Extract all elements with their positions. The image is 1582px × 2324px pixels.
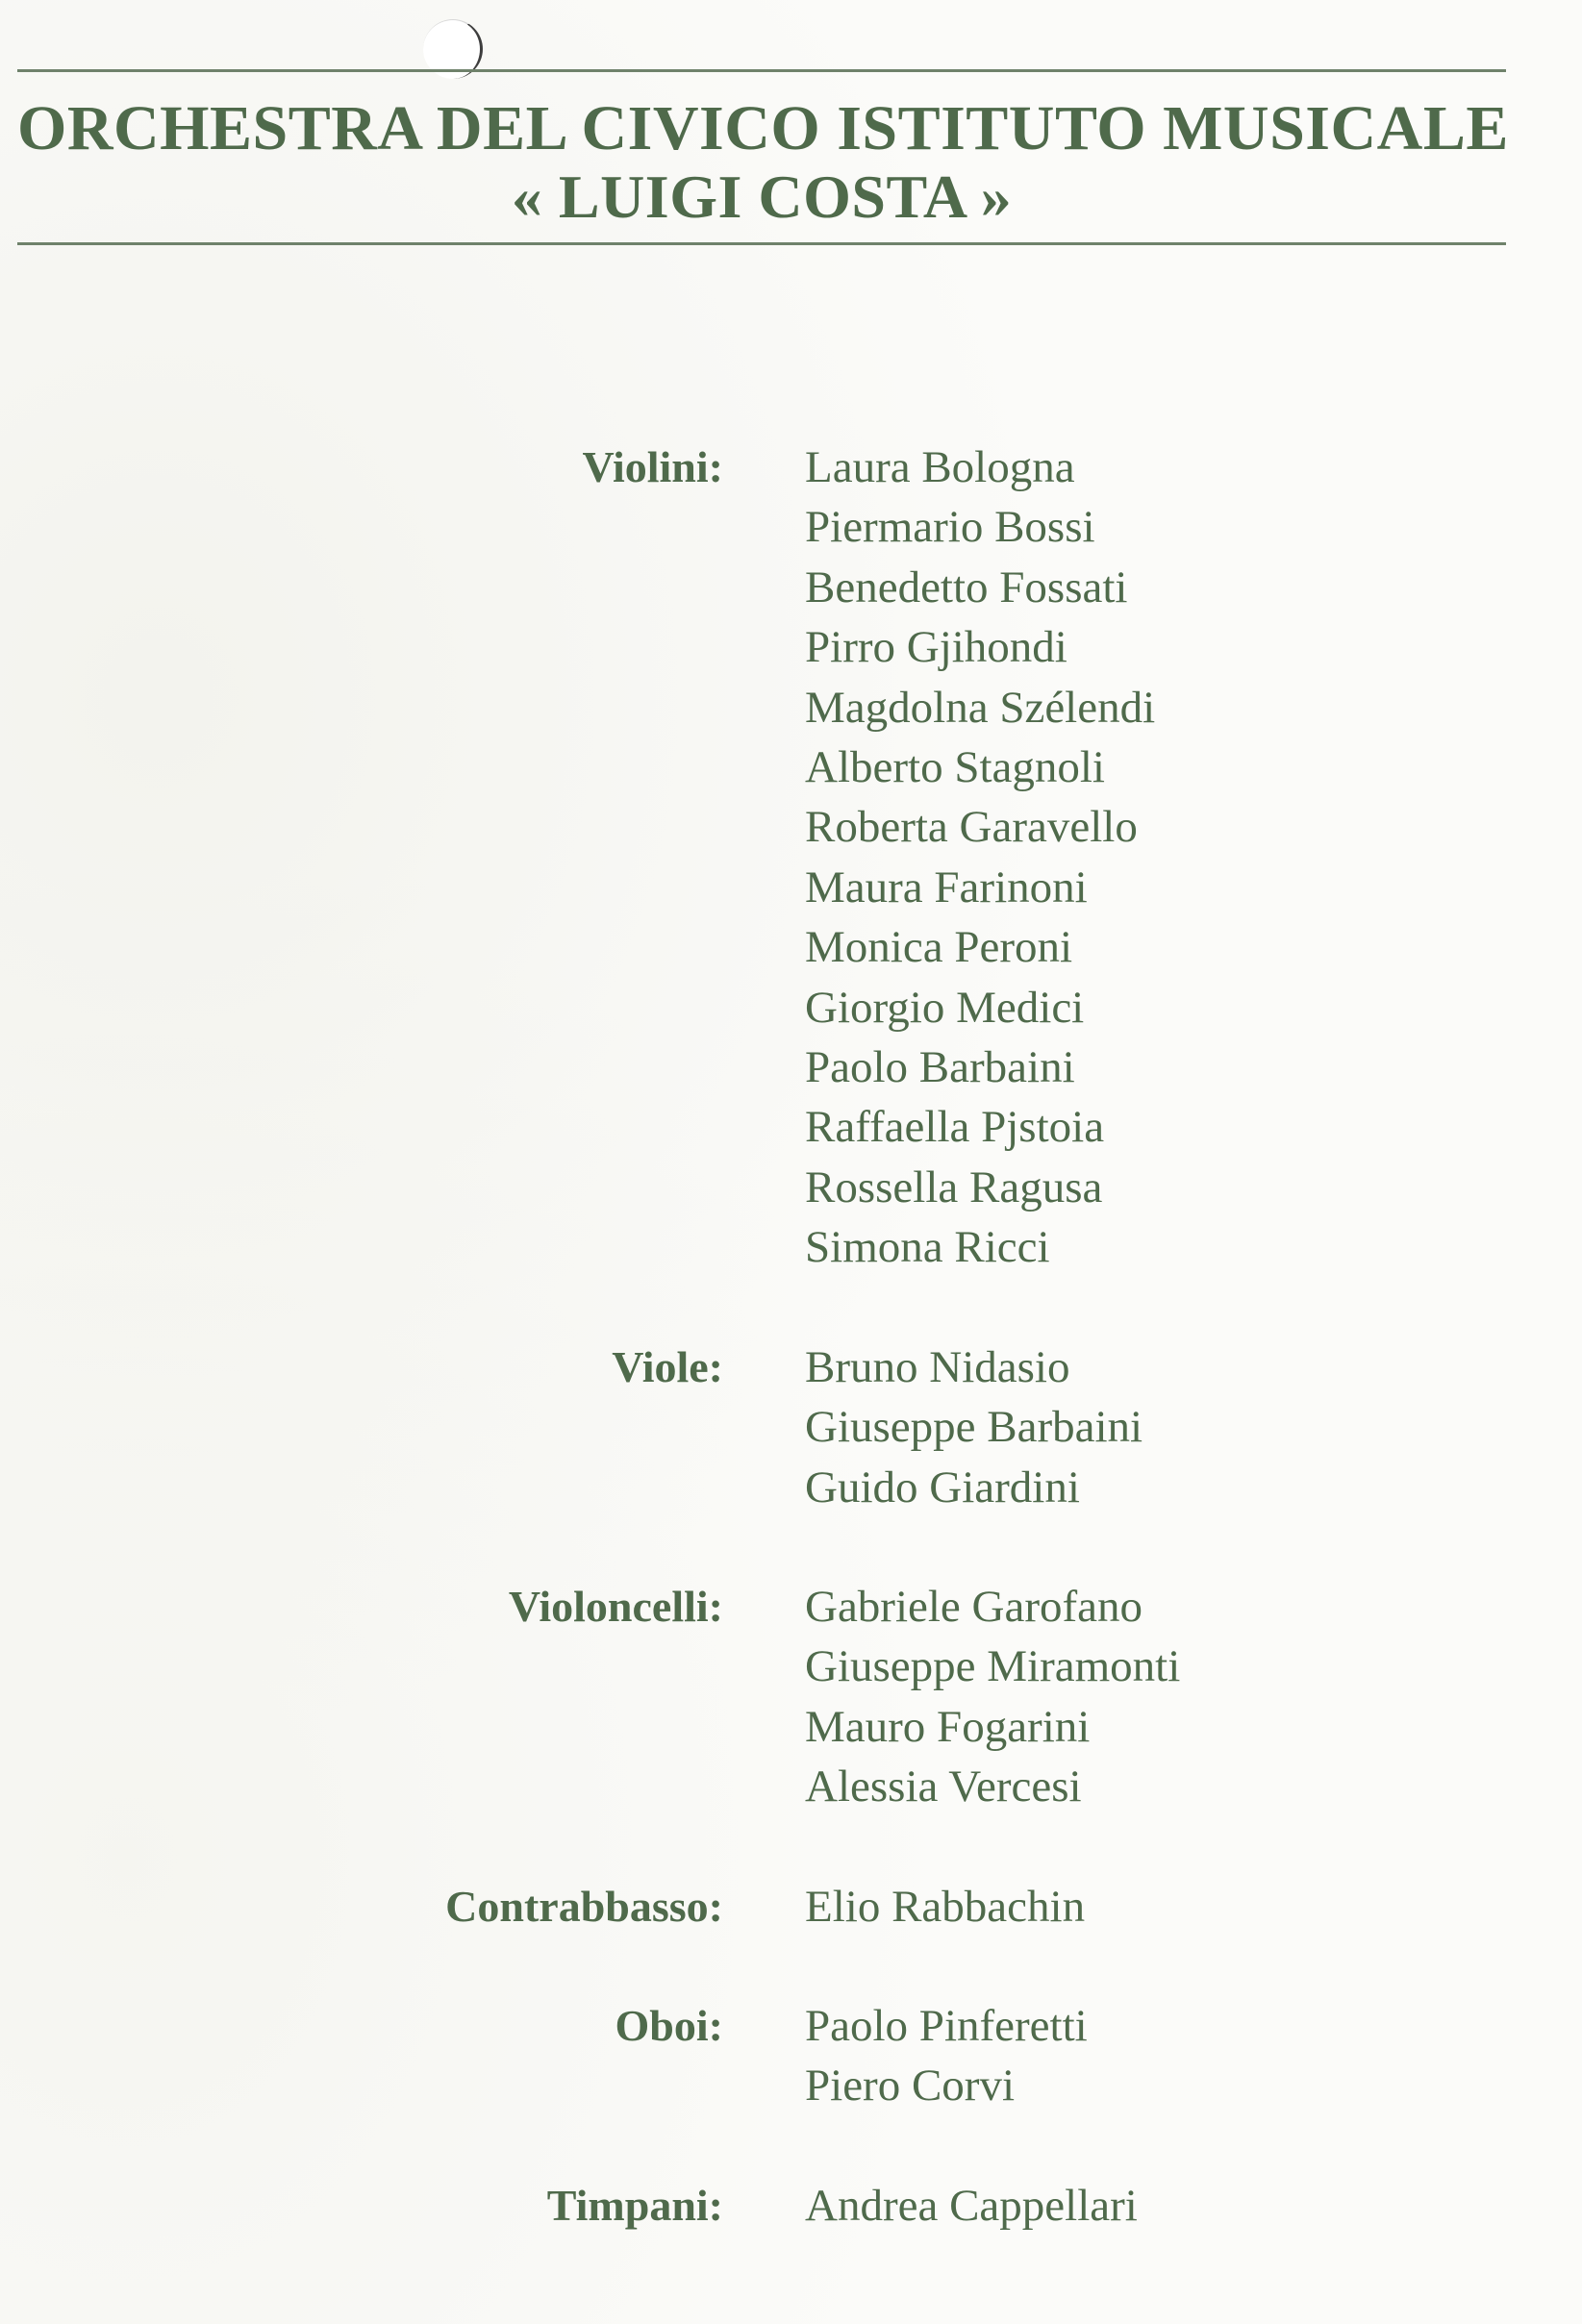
member-name: Giorgio Medici <box>805 982 1085 1033</box>
member-list <box>805 1996 1088 2116</box>
member-list <box>805 1877 1085 1937</box>
member-name: Alberto Stagnoli <box>805 742 1105 793</box>
member-name: Pirro Gjihondi <box>805 622 1067 673</box>
section-label: Viole: <box>612 1341 723 1391</box>
member-name: Mauro Fogarini <box>805 1701 1091 1752</box>
member-name: Benedetto Fossati <box>805 562 1128 612</box>
member-name: Elio Rabbachin <box>805 1881 1086 1932</box>
member-name: Paolo Pinferetti <box>805 2000 1088 2051</box>
member-name: Andrea Cappellari <box>805 2180 1138 2231</box>
member-name: Gabriele Garofano <box>805 1581 1143 1632</box>
section-violini <box>0 437 1582 1278</box>
orchestra-title: ORCHESTRA DEL CIVICO ISTITUTO MUSICALE <box>17 93 1509 163</box>
member-list <box>805 1337 1143 1517</box>
member-name: Guido Giardini <box>805 1462 1080 1512</box>
member-name: Laura Bologna <box>805 442 1075 492</box>
orchestra-subtitle: « LUIGI COSTA » <box>511 162 1013 231</box>
section-label: Violini: <box>582 442 723 491</box>
section-violoncelli <box>0 1577 1582 1817</box>
member-name: Simona Ricci <box>805 1222 1050 1273</box>
bottom-rule <box>17 242 1506 245</box>
member-list <box>805 2176 1138 2236</box>
member-name: Rossella Ragusa <box>805 1162 1103 1212</box>
member-name: Raffaella Pjstoia <box>805 1102 1105 1153</box>
section-viole <box>0 1337 1582 1517</box>
member-name: Alessia Vercesi <box>805 1762 1082 1812</box>
member-name: Monica Peroni <box>805 922 1073 973</box>
member-name: Maura Farinoni <box>805 862 1088 912</box>
member-list <box>805 1577 1180 1817</box>
member-name: Giuseppe Miramonti <box>805 1641 1181 1692</box>
section-label: Violoncelli: <box>508 1581 723 1631</box>
member-name: Paolo Barbaini <box>805 1042 1075 1093</box>
member-name: Magdolna Szélendi <box>805 682 1156 733</box>
member-list <box>805 437 1155 1278</box>
member-name: Piermario Bossi <box>805 502 1095 553</box>
section-label: Contrabbasso: <box>445 1881 723 1931</box>
orchestra-roster <box>0 437 1582 2295</box>
section-oboi <box>0 1996 1582 2116</box>
section-contrabbasso <box>0 1877 1582 1937</box>
member-name: Bruno Nidasio <box>805 1341 1070 1392</box>
section-timpani <box>0 2176 1582 2236</box>
member-name: Piero Corvi <box>805 2061 1016 2112</box>
member-name: Roberta Garavello <box>805 802 1138 853</box>
top-rule <box>17 69 1506 72</box>
section-label: Oboi: <box>615 2000 723 2050</box>
member-name: Giuseppe Barbaini <box>805 1402 1143 1453</box>
section-label: Timpani: <box>546 2180 723 2230</box>
